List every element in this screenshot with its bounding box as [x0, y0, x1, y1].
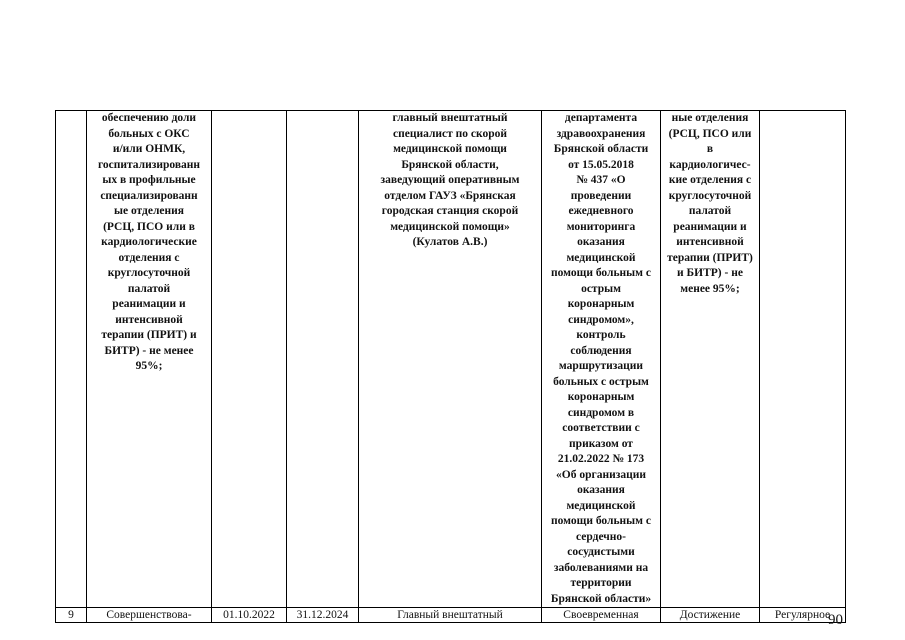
- cell-result: Достижение: [661, 608, 760, 623]
- cell-end-date: [287, 111, 359, 608]
- cell-end-date: 31.12.2024: [287, 608, 359, 623]
- cell-description: Своевременная: [542, 608, 661, 623]
- cell-measure: Совершенствова-: [87, 608, 212, 623]
- cell-description: департамента здравоохранения Брянской области от 15.05.2018 № 437 «О проведении ежедневного мониторинга оказания медицинской помощи больным с острым коронарным синдромом», контроль соблюдения маршрутизации больных с острым коронарным синдромом в соответствии с приказом от 21.02.2022 № 173 «Об организации оказания медицинской помощи больным с сердечно- сосудистыми заболеваниями на территории Брянской области»: [542, 111, 661, 608]
- table-row-continued: [56, 111, 846, 608]
- page-number: 90: [828, 612, 843, 628]
- cell-result: ные отделения (РСЦ, ПСО или в кардиологичес- кие отделения с круглосуточной палатой реанимации и интенсивной терапии (ПРИТ) и БИТР) - не менее 95%;: [661, 111, 760, 608]
- cell-responsible: Главный внештатный: [359, 608, 542, 623]
- cell-frequency: [760, 111, 846, 608]
- cell-frequency: Регулярное: [760, 608, 846, 623]
- cell-start-date: 01.10.2022: [212, 608, 287, 623]
- cell-measure: обеспечению доли больных с ОКС и/или ОНМК, госпитализированн ых в профильные специализированн ые отделения (РСЦ, ПСО или в кардиологические отделения с круглосуточной палатой реанимации и интенсивной терапии (ПРИТ) и БИТР) - не менее 95%;: [87, 111, 212, 608]
- measures-table: [55, 110, 846, 623]
- cell-responsible: главный внештатный специалист по скорой медицинской помощи Брянской области, заведующий оперативным отделом ГАУЗ «Брянская городская станция скорой медицинской помощи» (Кулатов А.В.): [359, 111, 542, 608]
- cell-number: 9: [56, 608, 87, 623]
- cell-number: [56, 111, 87, 608]
- table-row-9: [56, 608, 846, 623]
- cell-start-date: [212, 111, 287, 608]
